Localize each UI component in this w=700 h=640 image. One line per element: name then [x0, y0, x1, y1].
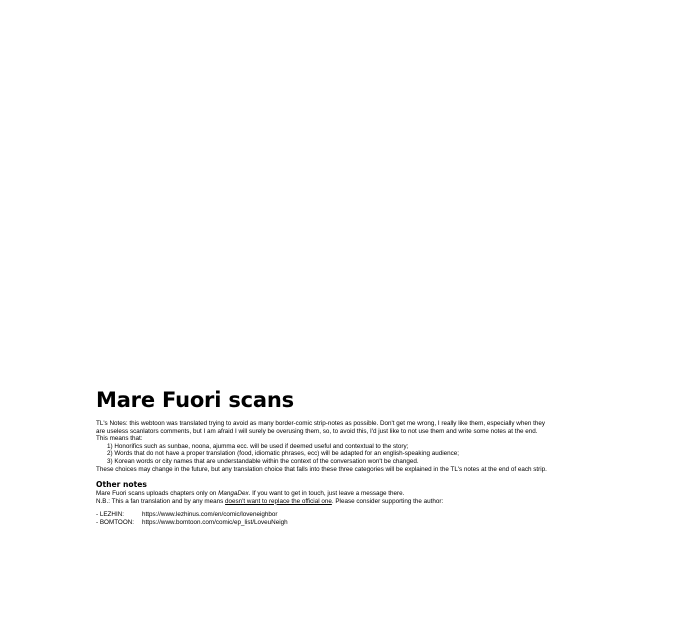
other-notes-line-1-suffix: . If you want to get in touch, just leave a message there.: [248, 490, 405, 498]
mangadex-site-name: MangaDex: [218, 490, 249, 498]
support-link-label: - BOMTOON:: [96, 518, 135, 526]
tl-notes-item-3: 3) Korean words or city names that are understandable within the context of the conversation won't be changed.: [107, 457, 419, 465]
other-notes-line-1-prefix: Mare Fuori scans uploads chapters only on: [96, 490, 219, 498]
tl-notes-item-1: 1) Honorifics such as sunbae, noona, ajumma ecc. will be used if deemed useful and contextual to the story;: [107, 442, 409, 450]
support-link-url[interactable]: https://www.lezhinus.com/en/comic/loveneighbor: [142, 511, 278, 519]
tl-notes-line-3: This means that:: [96, 435, 143, 443]
tl-notes-line-2: are useless scanlators comments, but I am afraid I will surely be overusing them, so, to avoid this, I'd just like to not use them and write some notes at the end.: [96, 427, 538, 435]
support-link-bomtoon: [96, 519, 616, 527]
support-link-url[interactable]: https://www.bomtoon.com/comic/ep_list/LoveuNeigh: [142, 518, 288, 526]
tl-notes-closing: These choices may change in the future, but any translation choice that falls into these three categories will be explained in the TL's notes at the end of each strip.: [96, 465, 547, 473]
other-notes-heading: Other notes: [96, 480, 147, 490]
tl-notes-line-1: TL's Notes: this webtoon was translated trying to avoid as many border-comic strip-notes as possible. Don't get me wrong, I really like them, especially when they: [96, 420, 545, 427]
other-notes-line-2: [96, 498, 616, 506]
other-notes-line-2-suffix: . Please consider supporting the author:: [331, 497, 444, 505]
tl-notes-item-2: 2) Words that do not have a proper translation (food, idiomatic phrases, ecc) will be adapted for an english-speaking audience;: [107, 450, 460, 458]
page-title: Mare Fuori scans: [96, 388, 294, 412]
other-notes-line-2-prefix: N.B.: This a fan translation and by any means: [96, 497, 226, 505]
support-link-lezhin: [96, 511, 616, 519]
scanlation-credits-page: [96, 388, 616, 527]
support-link-label: - LEZHIN:: [96, 511, 124, 519]
official-disclaimer-underlined: doesn't want to replace the official one: [225, 497, 332, 505]
other-notes-line-1: [96, 490, 616, 498]
